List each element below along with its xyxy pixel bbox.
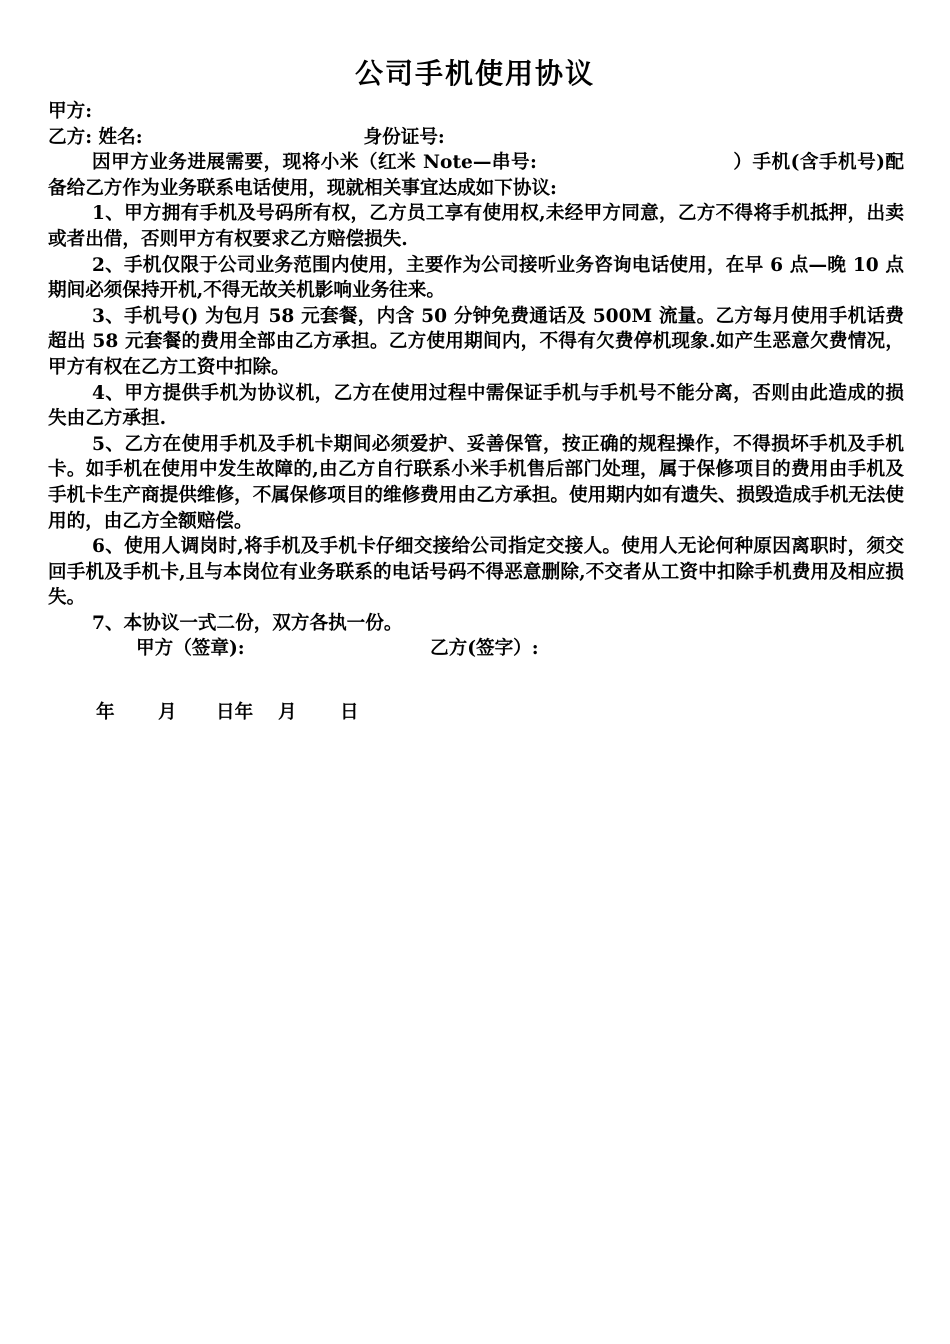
intro-text-part2: ）手机(含手机号)配备给乙方作为业务联系电话使用，现就相关事宜达成如下协议: — [48, 152, 904, 199]
party-a-line — [48, 99, 904, 125]
date-day-year: 日年 — [216, 702, 254, 724]
intro-text-part1: 因甲方业务进展需要，现将小米（红米 Note—串号: — [92, 152, 537, 174]
party-a-label: 甲方: — [48, 101, 93, 122]
intro-paragraph — [48, 150, 904, 201]
clause-5: 5、乙方在使用手机及手机卡期间必须爱护、妥善保管，按正确的规程操作，不得损坏手机及手机卡。如手机在使用中发生故障的,由乙方自行联系小米手机售后部门处理，属于保修项目的费用由手机及手机卡生产商提供维修，不属保修项目的维修费用由乙方承担。使用期内如有遗失、损毁造成手机无法使用的，由乙方全额赔偿。 — [48, 433, 904, 532]
clause-4: 4、甲方提供手机为协议机，乙方在使用过程中需保证手机与手机号不能分离，否则由此造成的损失由乙方承担. — [48, 382, 904, 430]
clause-7: 7、本协议一式二份，双方各执一份。 — [92, 612, 403, 634]
id-label: 身份证号: — [363, 126, 445, 148]
party-b-label: 乙方: — [48, 126, 93, 148]
name-label: 姓名: — [98, 126, 143, 148]
date-line — [48, 700, 904, 726]
document-body — [48, 99, 904, 726]
clause-1: 1、甲方拥有手机及号码所有权，乙方员工享有使用权,未经甲方同意，乙方不得将手机抵押，出卖或者出借，否则甲方有权要求乙方赔偿损失. — [48, 203, 904, 250]
clause-6: 6、使用人调岗时,将手机及手机卡仔细交接给公司指定交接人。使用人无论何种原因离职时，须交回手机及手机卡,且与本岗位有业务联系的电话号码不得恶意删除,不交者从工资中扣除手机费用及相应损失。 — [48, 536, 904, 609]
sign-a-label: 甲方（签章): — [136, 638, 245, 660]
document-title: 公司手机使用协议 — [354, 57, 595, 90]
party-b-line — [48, 125, 904, 151]
signature-line — [48, 636, 904, 662]
date-month-2: 月 — [278, 702, 297, 724]
signature-space — [48, 662, 904, 700]
clause-3: 3、手机号() 为包月 58 元套餐，内含 50 分钟免费通话及 500M 流量。乙方每月使用手机话费超出 58 元套餐的费用全部由乙方承担。乙方使用期间内，不得有欠费停机现象.如产生恶意欠费情况，甲方有权在乙方工资中扣除。 — [48, 305, 904, 378]
sign-b-label: 乙方(签字）: — [430, 638, 539, 660]
date-month: 月 — [158, 702, 177, 724]
date-year: 年 — [96, 702, 115, 724]
clause-2: 2、手机仅限于公司业务范围内使用，主要作为公司接听业务咨询电话使用，在早 6 点—晚 10 点期间必须保持开机,不得无故关机影响业务往来。 — [48, 254, 904, 302]
date-day: 日 — [340, 702, 359, 724]
